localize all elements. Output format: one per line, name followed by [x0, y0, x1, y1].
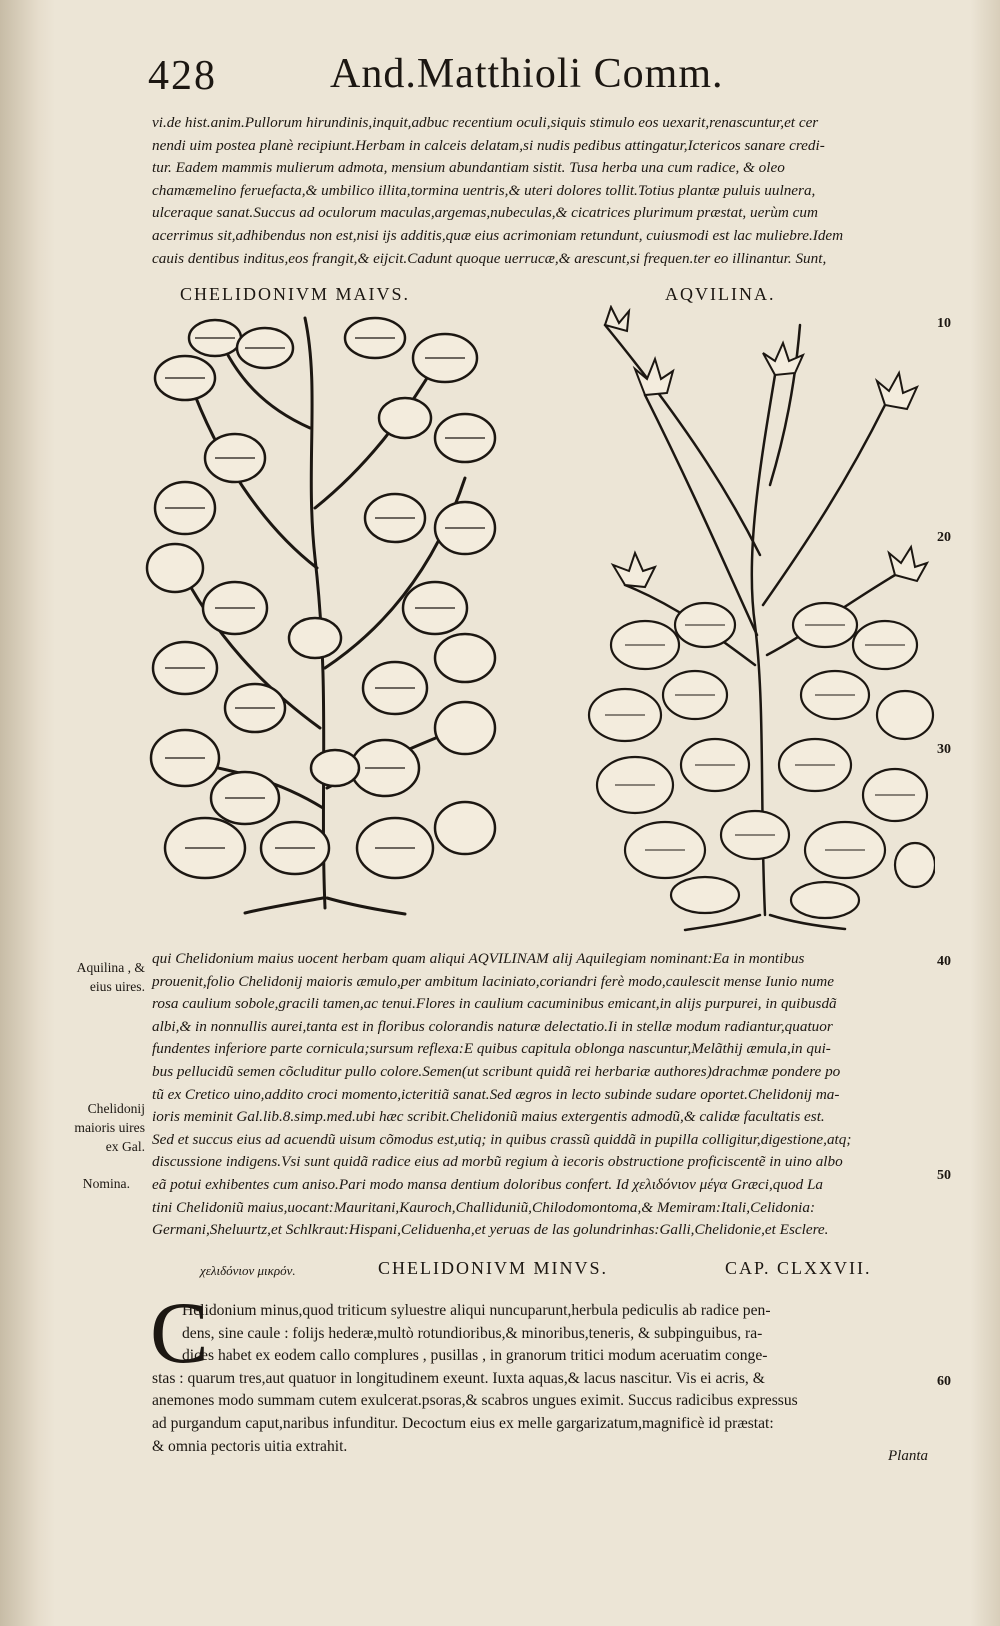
text-line: acerrimus sit,adhibendus non est,nisi ijs additis,quæ eius acrimoniam retundunt, cuiusmodi est lac muliebre.Idem — [152, 226, 844, 244]
text-line: Sed et succus eius ad acuendũ uisum cõmodus est,utiq; in quibus crassũ quiddã in pupilla colligitur,digestione,atq; — [152, 1130, 852, 1148]
margin-note-line: Chelidonij — [87, 1101, 145, 1116]
text-line: rosa caulium sobole,gracili tamen,ac tenui.Flores in caulium cacuminibus emicant,in alijs purpurei, in quibusdã — [152, 995, 837, 1013]
text-line: cauis dentibus inditus,eos frangit,& eijcit.Cadunt quoque uerrucæ,& arescunt,si frequen.ter eo illinantur. Sunt, — [152, 249, 827, 267]
margin-note-chelidonij — [74, 1099, 145, 1156]
text-line: tur. Eadem mammis mulierum admota, mensium abundantiam sistit. Tusa herba una cum radice, & oleo — [152, 159, 785, 177]
text-line: stas : quarum tres,aut quatuor in longitudinem exeunt. Iuxta aquas,& lacus nascitur. Vis ei acris, & — [152, 1369, 765, 1387]
page-edge-shadow — [970, 0, 1000, 1626]
catchword: Planta — [888, 1448, 928, 1464]
margin-note-line: Aquilina , & — [76, 960, 145, 975]
text-line: bus pellucidũ semen cõcluditur pullo colore.Semen(ut scribunt quidã rei herbariæ authores)drachmæ pondere po — [152, 1062, 841, 1080]
text-line: & omnia pectoris uitia extrahit. — [152, 1437, 348, 1455]
figure-caption-aquilina: AQVILINA. — [665, 284, 776, 304]
text-line: ioris meminit Gal.lib.8.simp.med.ubi hæc scribit.Chelidoniũ maius extergentis admodũ,& calidæ facultatis est. — [152, 1108, 825, 1126]
line-number-30: 30 — [937, 742, 951, 757]
text-line: tũ ex Cretico uino,addito croci momento,icteritiã sanat.Sed ægros in lecto subinde sudare oportet.Chelidonij ma- — [152, 1085, 840, 1103]
margin-note-line: Nomina. — [82, 1176, 130, 1191]
text-line: nendi uim postea planè recipiunt.Herbam in calceis delatam,si nudis pedibus attingatur,Ictericos sanare credi- — [152, 136, 825, 154]
margin-note-aquilina — [77, 958, 145, 996]
text-line: anemones modo summam cutem exulcerat.psoras,& scabros ungues eximit. Succus radicibus expressus — [152, 1392, 798, 1410]
line-number-50: 50 — [937, 1168, 951, 1183]
text-line: Germani,Sheluurtz,et Schlkraut:Hispani,Celiduenha,et yeruas de las golundrinhas:Galli,Chelidonie,et Esclere. — [152, 1221, 829, 1239]
line-number-20: 20 — [937, 530, 951, 545]
margin-note-line: ex Gal. — [105, 1139, 145, 1154]
text-line: prouenit,folio Chelidonij maioris æmulo,per ambitum laciniato,coriandri ferè modo,caulescit mense Iunio nume — [152, 972, 834, 990]
chapter-number: CAP. CLXXVII. — [725, 1258, 872, 1278]
text-line: tini Chelidoniũ maius,uocant:Mauritani,Kauroch,Challiduniũ,Chilodomontoma,& Memiram:Itali,Celidonia: — [152, 1198, 816, 1216]
line-number-40: 40 — [937, 954, 951, 969]
text-line: chamæmelino feruefacta,& umbilico illita,tormina uentris,& uteri dolores tollit.Totius plantæ puluis uulnera, — [152, 181, 816, 199]
line-number-10: 10 — [937, 316, 951, 331]
text-line: dices habet ex eodem callo complures , pusillas , in granorum tritici modum aceruatim conge- — [182, 1347, 768, 1365]
page-gutter-shadow — [0, 0, 55, 1626]
text-line: ulceraque sanat.Succus ad oculorum maculas,argemas,nubeculas,& cicatrices plurimum præstat, uerùm cum — [152, 204, 818, 222]
text-line: qui Chelidonium maius uocent herbam quam aliqui AQVILINAM alij Aquilegiam nominant:Ea in montibus — [152, 950, 805, 967]
aquilina-paragraph — [152, 948, 851, 1242]
chapter-paragraph — [152, 1300, 798, 1458]
top-paragraph — [152, 112, 843, 270]
margin-note-line: eius uires. — [89, 979, 145, 994]
chelidonium-maius-woodcut — [145, 308, 500, 918]
text-line: dens, sine caule : folijs hederæ,multò rotundioribus,& minoribus,teneris, & subpinguibus, ra- — [182, 1324, 763, 1342]
text-line: albi,& in nonnullis aurei,tanta est in floribus colorandis naturæ delectatio.Ii in stellæ modum radiantur,quatuor — [152, 1017, 833, 1035]
aquilina-woodcut — [585, 305, 935, 935]
figure-caption-chelidonium-maius: CHELIDONIVM MAIVS. — [180, 284, 410, 304]
text-line: vi.de hist.anim.Pullorum hirundinis,inquit,adbuc recentium oculi,siquis stimulo eos uexarit,renascuntur,et cer — [152, 114, 819, 131]
section-title: CHELIDONIVM MINVS. — [378, 1258, 608, 1278]
running-head: And.Matthioli Comm. — [330, 51, 724, 97]
margin-note-nomina — [83, 1174, 130, 1193]
section-greek-title: χελιδόνιον μικρόν. — [200, 1263, 296, 1278]
page-number: 428 — [148, 53, 217, 99]
line-number-60: 60 — [937, 1374, 951, 1389]
text-line: ad purgandum caput,naribus infunditur. Decoctum eius ex melle gargarizatum,magnificè id præstat: — [152, 1414, 774, 1432]
text-line: discussione indigens.Vsi sunt quidã radice eius ad morbũ regium à iecoris obstructione proficiscentẽ in uino albo — [152, 1153, 843, 1171]
drop-cap: C — [150, 1285, 209, 1382]
text-line: fundentes inferiore parte cornicula;sursum reflexa:E quibus capitula oblonga nascuntur,Melãthij æmula,in qui- — [152, 1040, 831, 1058]
text-line: Helidonium minus,quod triticum syluestre aliqui nuncuparunt,herbula pediculis ab radice pen- — [182, 1302, 771, 1319]
margin-note-line: maioris uires — [74, 1120, 145, 1135]
text-line: eã potui exhibentes cum aniso.Pari modo mansa dentium doloribus confert. Id χελιδόνιον μέγα Græci,quod La — [152, 1175, 824, 1193]
